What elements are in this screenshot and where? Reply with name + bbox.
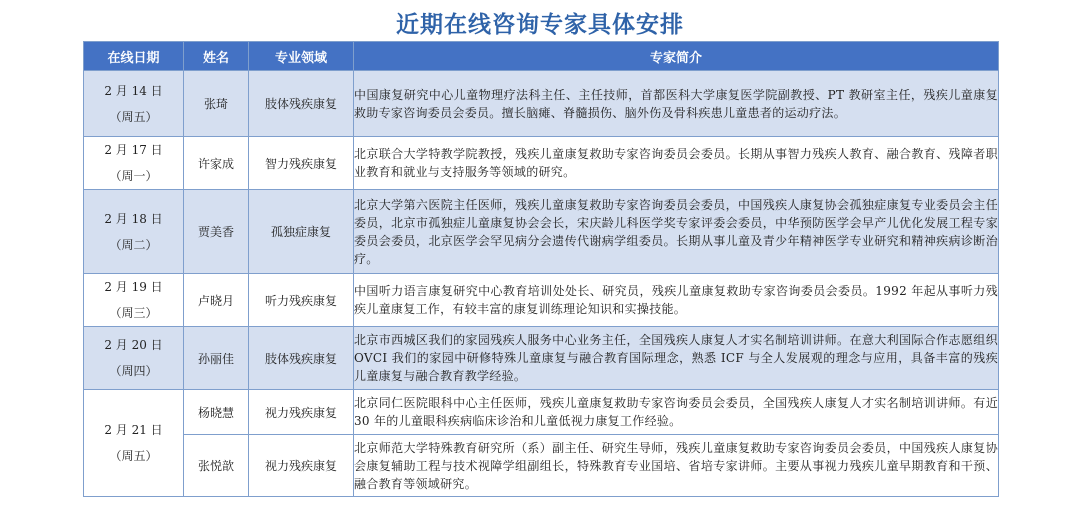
date-cell	[84, 274, 184, 327]
expert-field: 肢体残疾康复	[249, 327, 354, 390]
expert-field: 孤独症康复	[249, 190, 354, 274]
page-title: 近期在线咨询专家具体安排	[396, 12, 684, 38]
weekday-text: （周五）	[109, 449, 158, 463]
date-cell	[84, 327, 184, 390]
date-cell	[84, 390, 184, 497]
expert-name: 张琦	[184, 71, 249, 137]
weekday-text: （周四）	[109, 364, 158, 378]
expert-name: 杨晓慧	[184, 390, 249, 435]
schedule-table	[83, 41, 999, 497]
expert-field: 肢体残疾康复	[249, 71, 354, 137]
expert-field: 视力残疾康复	[249, 435, 354, 497]
header-name: 姓名	[184, 42, 249, 71]
header-intro: 专家简介	[354, 42, 999, 71]
header-date: 在线日期	[84, 42, 184, 71]
expert-intro: 北京同仁医院眼科中心主任医师，残疾儿童康复救助专家咨询委员会委员，全国残疾人康复人才实名制培训讲师。有近 30 年的儿童眼科疾病临床诊治和儿童低视力康复工作经验。	[354, 390, 999, 435]
expert-name: 贾美香	[184, 190, 249, 274]
table-row	[84, 137, 999, 190]
table-row	[84, 435, 999, 497]
expert-name: 卢晓月	[184, 274, 249, 327]
date-text: 2 月 19 日	[104, 280, 163, 294]
table-row	[84, 190, 999, 274]
weekday-text: （周三）	[109, 306, 158, 320]
expert-intro: 北京联合大学特教学院教授，残疾儿童康复救助专家咨询委员会委员。长期从事智力残疾人教育、融合教育、残障者职业教育和就业与支持服务等领域的研究。	[354, 137, 999, 190]
expert-name: 孙丽佳	[184, 327, 249, 390]
header-field: 专业领域	[249, 42, 354, 71]
table-header-row	[84, 42, 999, 71]
expert-intro: 北京市西城区我们的家园残疾人服务中心业务主任，全国残疾人康复人才实名制培训讲师。在意大利国际合作志愿组织 OVCI 我们的家园中研修特殊儿童康复与融合教育国际理念，熟悉 ICF 与全人发展观的理念与应用，具备丰富的残疾儿童康复与融合教育教学经验。	[354, 327, 999, 390]
expert-name: 许家成	[184, 137, 249, 190]
date-cell	[84, 137, 184, 190]
table-row	[84, 327, 999, 390]
date-text: 2 月 14 日	[104, 83, 163, 98]
date-text: 2 月 18 日	[104, 211, 163, 226]
table-row	[84, 274, 999, 327]
weekday-text: （周一）	[109, 169, 158, 183]
expert-intro: 中国听力语言康复研究中心教育培训处处长、研究员，残疾儿童康复救助专家咨询委员会委员。1992 年起从事听力残疾儿童康复工作，有较丰富的康复训练理论知识和实操技能。	[354, 274, 999, 327]
date-cell	[84, 190, 184, 274]
table-row	[84, 390, 999, 435]
expert-field: 智力残疾康复	[249, 137, 354, 190]
date-cell	[84, 71, 184, 137]
expert-intro: 北京大学第六医院主任医师，残疾儿童康复救助专家咨询委员会委员，中国残疾人康复协会孤独症康复专业委员会主任委员，北京市孤独症儿童康复协会会长，宋庆龄儿科医学奖专家评委会委员，中华预防医学会早产儿优化发展工程专家委员会委员，北京医学会罕见病分会遗传代谢病学组委员。长期从事儿童及青少年精神医学专业研究和精神疾病诊断治疗。	[354, 190, 999, 274]
date-text: 2 月 17 日	[104, 143, 163, 157]
date-text: 2 月 20 日	[104, 338, 163, 352]
weekday-text: （周二）	[109, 237, 158, 252]
expert-name: 张悦歆	[184, 435, 249, 497]
date-text: 2 月 21 日	[104, 423, 163, 437]
expert-intro: 北京师范大学特殊教育研究所（系）副主任、研究生导师，残疾儿童康复救助专家咨询委员会委员，中国残疾人康复协会康复辅助工程与技术视障学组副组长，特殊教育专业国培、省培专家讲师。主要从事视力残疾儿童早期教育和干预、融合教育等领域研究。	[354, 435, 999, 497]
expert-intro: 中国康复研究中心儿童物理疗法科主任、主任技师，首都医科大学康复医学院副教授、PT 教研室主任，残疾儿童康复救助专家咨询委员会委员。擅长脑瘫、脊髓损伤、脑外伤及骨科疾患儿童患者的运动疗法。	[354, 71, 999, 137]
expert-field: 视力残疾康复	[249, 390, 354, 435]
expert-field: 听力残疾康复	[249, 274, 354, 327]
table-row	[84, 71, 999, 137]
weekday-text: （周五）	[109, 109, 158, 124]
